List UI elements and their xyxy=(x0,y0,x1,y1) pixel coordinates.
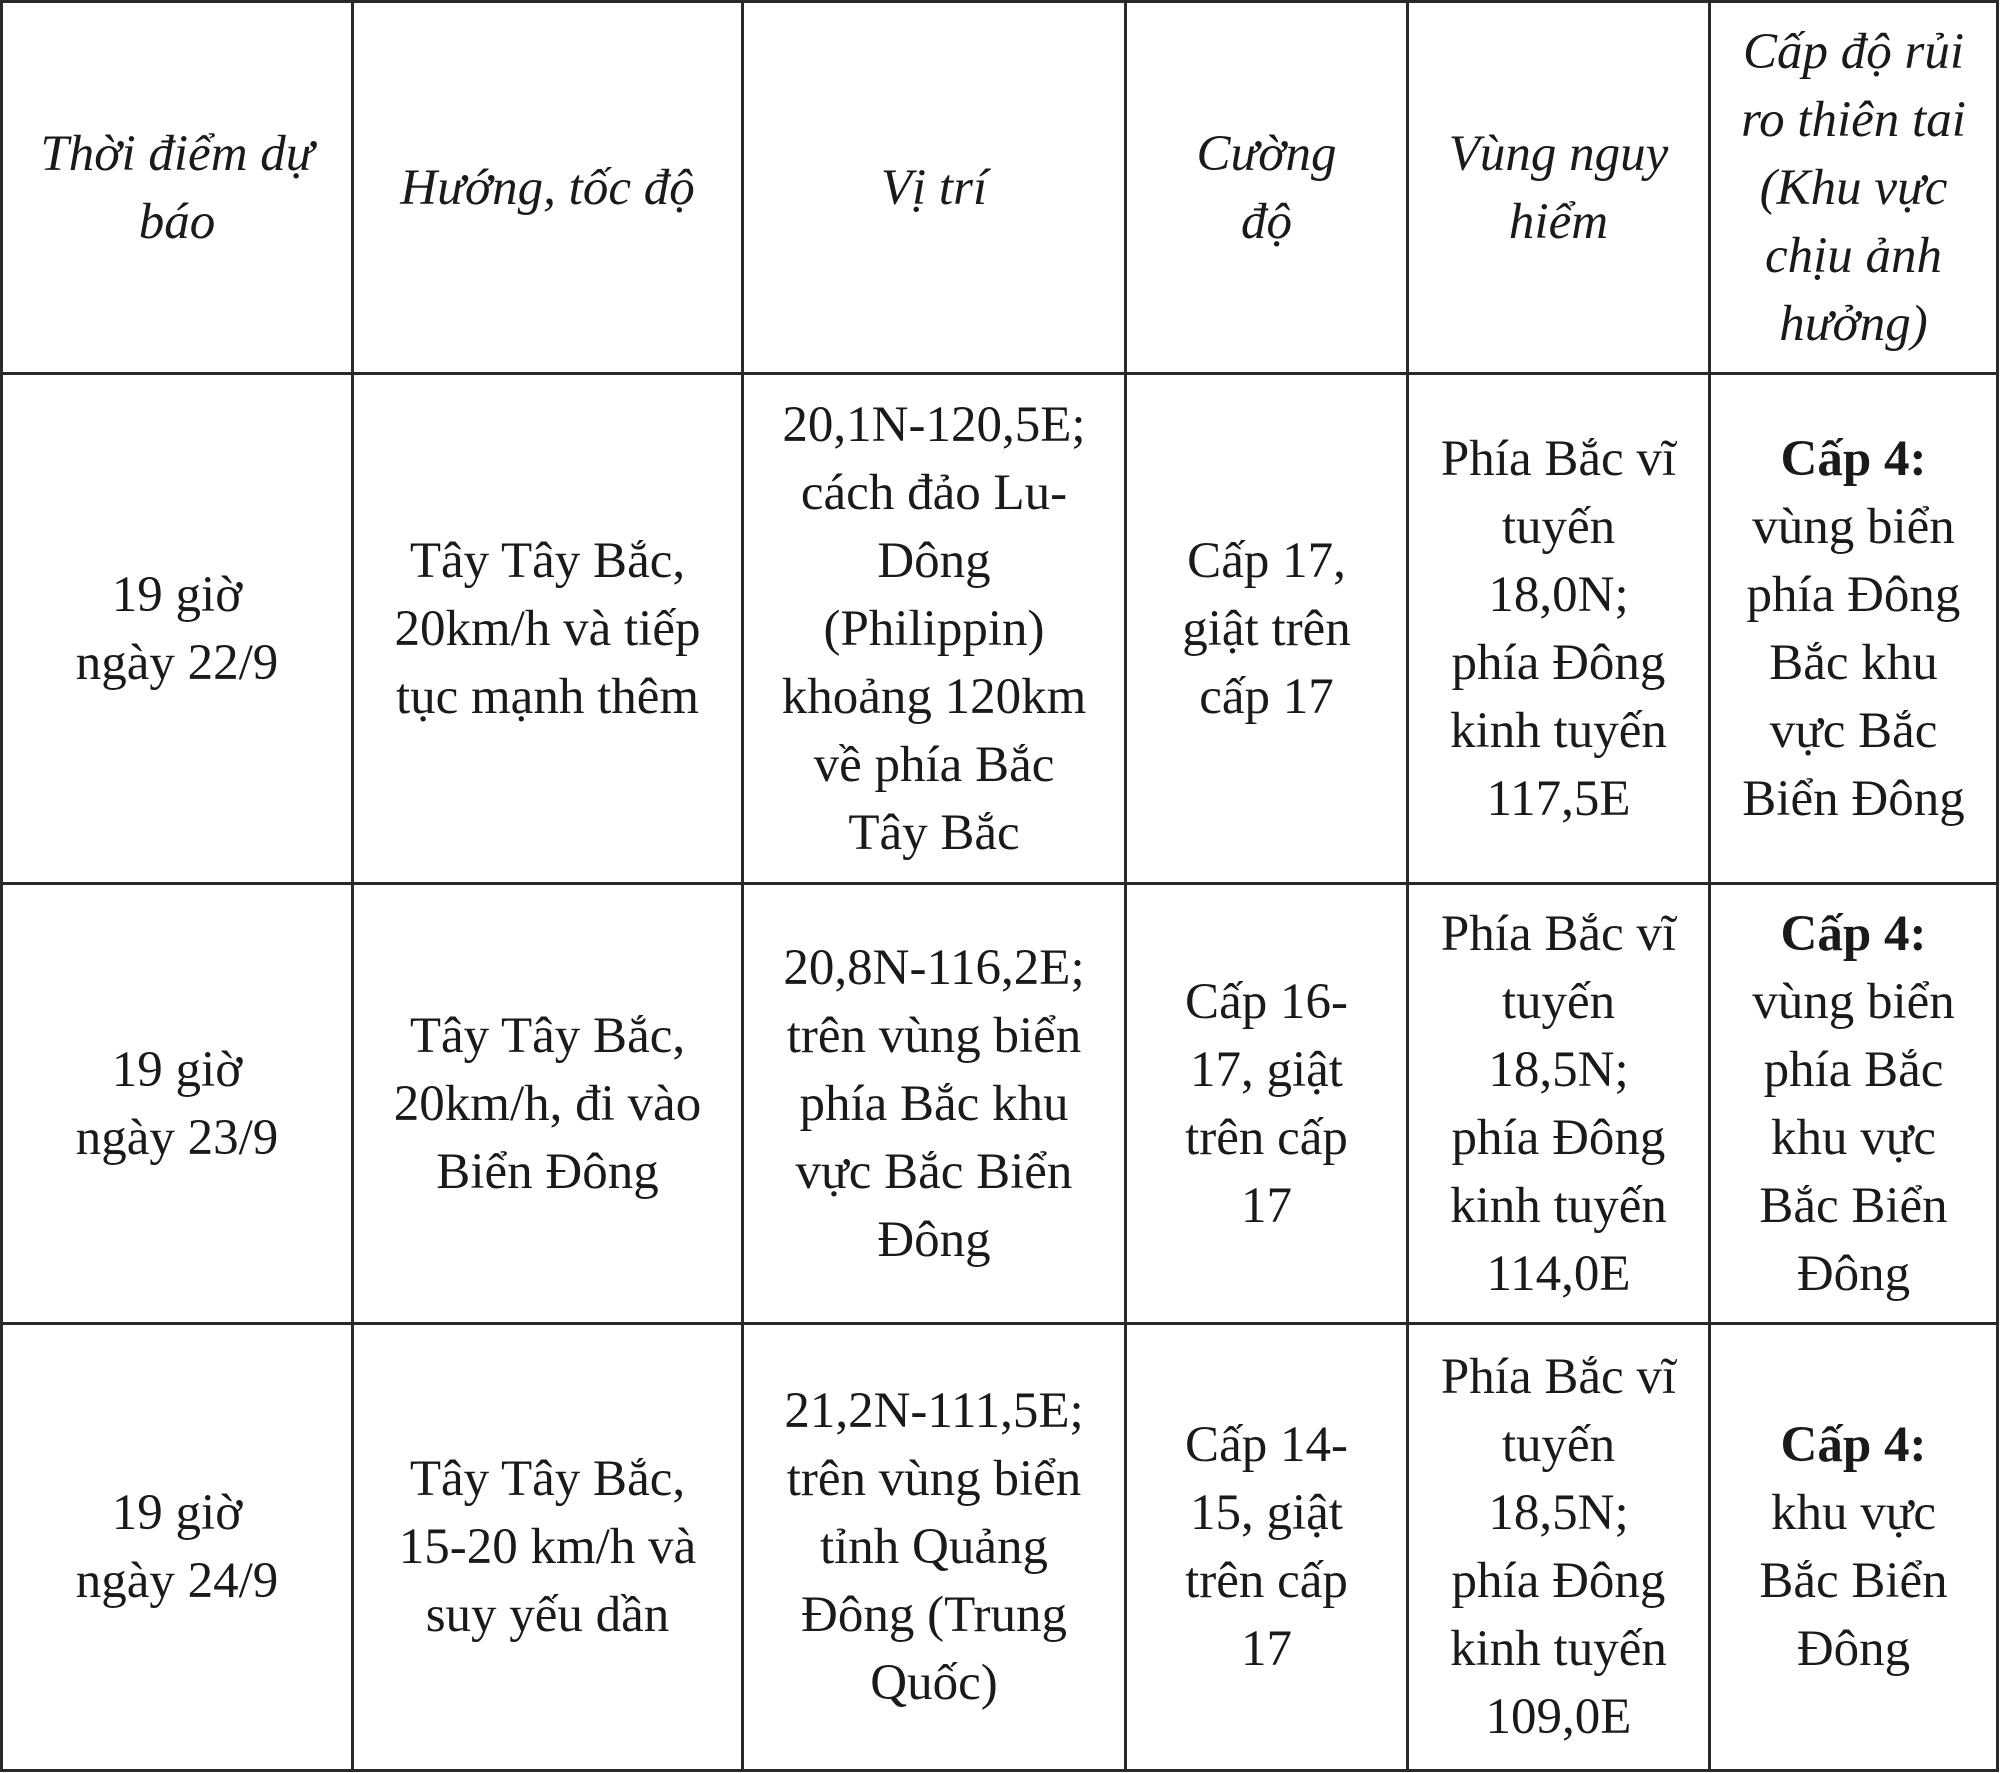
header-risk-line: Cấp độ rủi xyxy=(1742,23,1965,80)
cell-line: tuyến xyxy=(1501,498,1616,555)
cell-line: phía Đông xyxy=(1746,566,1961,623)
header-intensity-line: Cường xyxy=(1196,125,1337,182)
cell-line: phía Bắc khu xyxy=(799,1075,1069,1132)
cell-line: Tây Tây Bắc, xyxy=(409,532,686,589)
table-body xyxy=(2,374,1998,1771)
cell-line: Dông xyxy=(877,532,991,589)
cell-line: cách đảo Lu- xyxy=(800,464,1068,521)
cell-position xyxy=(743,374,1126,884)
cell-line: tuyến xyxy=(1501,1417,1616,1473)
cell-line: 17 xyxy=(1241,1621,1292,1677)
cell-line: kinh tuyến xyxy=(1450,1621,1667,1677)
cell-line: Cấp 14- xyxy=(1185,1417,1348,1473)
cell-line: ngày 23/9 xyxy=(75,1109,279,1166)
cell-line: 20km/h, đi vào xyxy=(393,1075,702,1132)
cell-line: Phía Bắc vĩ xyxy=(1440,905,1677,962)
cell-line: khu vực xyxy=(1770,1109,1937,1166)
cell-line: 114,0E xyxy=(1486,1245,1631,1302)
cell-line: 20,1N-120,5E; xyxy=(782,396,1086,453)
cell-line: giật trên xyxy=(1182,600,1351,657)
cell-line: vực Bắc Biển xyxy=(795,1143,1073,1200)
cell-danger-zone xyxy=(1408,884,1710,1324)
risk-level-label: Cấp 4: xyxy=(1780,430,1927,487)
cell-intensity xyxy=(1126,884,1408,1324)
header-intensity-line: độ xyxy=(1241,193,1292,250)
cell-time xyxy=(2,374,353,884)
cell-time xyxy=(2,884,353,1324)
cell-line: Biển Đông xyxy=(436,1143,659,1200)
table-header xyxy=(2,2,1998,374)
cell-line: phía Bắc xyxy=(1763,1041,1944,1098)
cell-line: vùng biển xyxy=(1752,973,1955,1030)
cell-danger-zone xyxy=(1408,374,1710,884)
cell-line: 18,0N; xyxy=(1488,566,1629,623)
cell-line: kinh tuyến xyxy=(1450,702,1667,759)
header-position xyxy=(743,2,1126,374)
cell-line: Phía Bắc vĩ xyxy=(1440,430,1677,487)
cell-line: ngày 22/9 xyxy=(75,634,279,691)
cell-position xyxy=(743,1324,1126,1771)
cell-line: cấp 17 xyxy=(1199,668,1334,725)
cell-line: tục mạnh thêm xyxy=(395,668,700,725)
cell-line: Bắc Biển xyxy=(1759,1177,1948,1234)
cell-direction xyxy=(353,884,743,1324)
header-risk-line: ro thiên tai xyxy=(1741,91,1966,148)
cell-line: Đông xyxy=(1796,1245,1911,1302)
header-direction-line: Hướng, tốc độ xyxy=(400,159,695,216)
cell-line: phía Đông xyxy=(1451,1553,1666,1609)
cell-line: phía Đông xyxy=(1451,634,1666,691)
cell-line: kinh tuyến xyxy=(1450,1177,1667,1234)
cell-line: vùng biển xyxy=(1752,498,1955,555)
header-intensity xyxy=(1126,2,1408,374)
table-row xyxy=(2,1324,1998,1771)
cell-line: 15, giật xyxy=(1190,1485,1343,1541)
cell-intensity xyxy=(1126,1324,1408,1771)
cell-line: phía Đông xyxy=(1451,1109,1666,1166)
header-risk-line: hưởng) xyxy=(1779,295,1928,352)
cell-line: trên cấp xyxy=(1185,1553,1348,1609)
header-danger-zone-line: Vùng nguy xyxy=(1448,125,1669,182)
cell-line: Tây Bắc xyxy=(848,804,1020,861)
cell-line: Tây Tây Bắc, xyxy=(409,1007,686,1064)
cell-risk xyxy=(1710,884,1998,1324)
cell-line: khu vực xyxy=(1770,1485,1937,1541)
header-risk xyxy=(1710,2,1998,374)
cell-line: Tây Tây Bắc, xyxy=(409,1451,686,1507)
header-time-line: báo xyxy=(138,193,216,250)
cell-line: khoảng 120km xyxy=(781,668,1087,725)
cell-danger-zone xyxy=(1408,1324,1710,1771)
cell-line: 19 giờ xyxy=(111,1041,243,1098)
cell-line: 19 giờ xyxy=(111,566,243,623)
header-danger-zone xyxy=(1408,2,1710,374)
cell-line: 20km/h và tiếp xyxy=(394,600,701,657)
cell-line: (Philippin) xyxy=(823,600,1045,657)
cell-direction xyxy=(353,1324,743,1771)
cell-position xyxy=(743,884,1126,1324)
cell-time xyxy=(2,1324,353,1771)
cell-line: 19 giờ xyxy=(111,1485,243,1541)
cell-line: 18,5N; xyxy=(1488,1485,1629,1541)
table-row xyxy=(2,884,1998,1324)
cell-direction xyxy=(353,374,743,884)
table-row xyxy=(2,374,1998,884)
cell-line: 17 xyxy=(1241,1177,1292,1234)
header-direction xyxy=(353,2,743,374)
cell-line: trên vùng biển xyxy=(786,1007,1082,1064)
cell-line: Bắc Biển xyxy=(1759,1553,1948,1609)
risk-level-label: Cấp 4: xyxy=(1780,905,1927,962)
cell-line: Đông xyxy=(877,1211,991,1268)
header-time xyxy=(2,2,353,374)
cell-line: 21,2N-111,5E; xyxy=(784,1383,1084,1439)
cell-line: vực Bắc xyxy=(1769,702,1938,759)
cell-line: trên cấp xyxy=(1185,1109,1348,1166)
cell-line: về phía Bắc xyxy=(813,736,1055,793)
cell-line: Phía Bắc vĩ xyxy=(1440,1349,1677,1405)
cell-line: Bắc khu xyxy=(1769,634,1938,691)
cell-risk xyxy=(1710,1324,1998,1771)
cell-risk xyxy=(1710,374,1998,884)
cell-line: Cấp 16- xyxy=(1185,973,1348,1030)
cell-line: Cấp 17, xyxy=(1187,532,1346,589)
cell-line: 17, giật xyxy=(1190,1041,1343,1098)
header-risk-line: (Khu vực xyxy=(1759,159,1948,216)
risk-level-label: Cấp 4: xyxy=(1780,1417,1927,1473)
header-position-line: Vị trí xyxy=(880,159,988,216)
cell-line: tỉnh Quảng xyxy=(819,1519,1049,1575)
cell-line: trên vùng biển xyxy=(786,1451,1082,1507)
cell-line: 15-20 km/h và xyxy=(398,1519,697,1575)
cell-line: Biển Đông xyxy=(1742,770,1965,827)
cell-line: 20,8N-116,2E; xyxy=(783,939,1085,996)
cell-line: 18,5N; xyxy=(1488,1041,1629,1098)
cell-line: ngày 24/9 xyxy=(75,1553,279,1609)
header-time-line: Thời điểm dự xyxy=(40,125,314,182)
header-danger-zone-line: hiểm xyxy=(1508,193,1609,250)
cell-line: 109,0E xyxy=(1485,1689,1632,1745)
cell-line: tuyến xyxy=(1501,973,1616,1030)
header-risk-line: chịu ảnh xyxy=(1764,227,1943,284)
cell-line: Quốc) xyxy=(870,1655,998,1711)
cell-line: 117,5E xyxy=(1486,770,1631,827)
cell-line: suy yếu dần xyxy=(425,1587,670,1643)
header-row xyxy=(2,2,1998,374)
cell-line: Đông (Trung xyxy=(801,1587,1067,1643)
cell-line: Đông xyxy=(1796,1621,1911,1677)
cell-intensity xyxy=(1126,374,1408,884)
